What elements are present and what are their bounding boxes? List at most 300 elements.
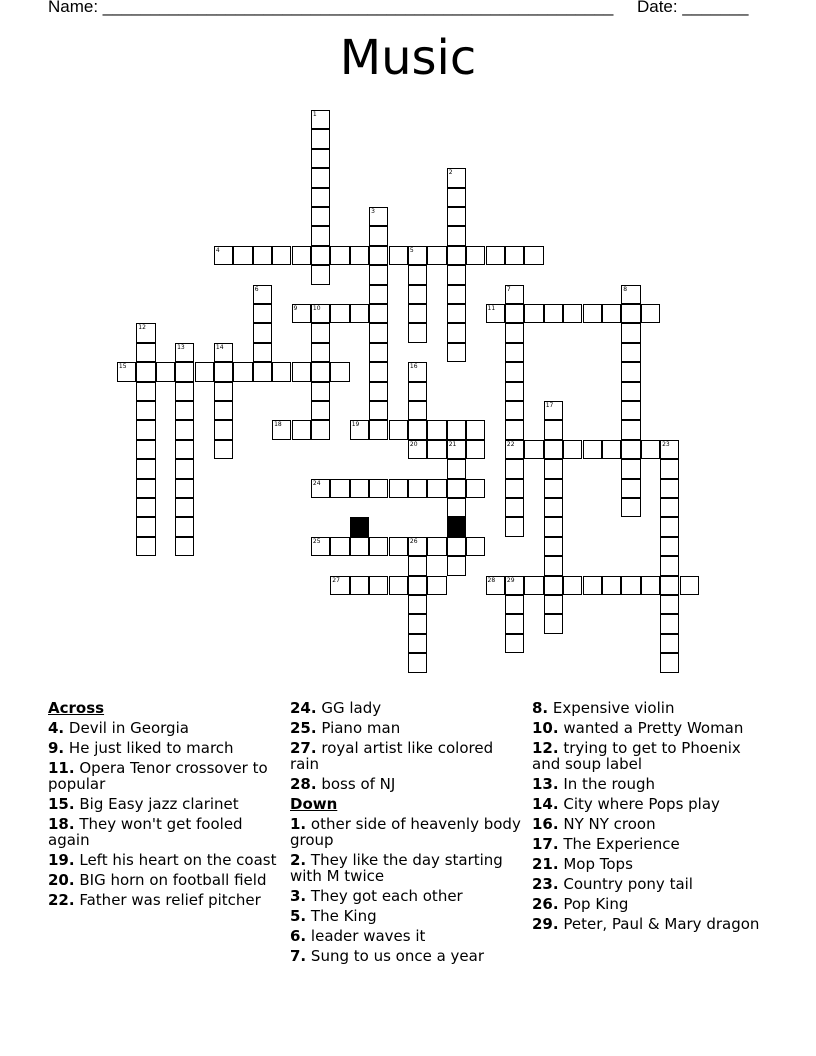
grid-cell[interactable] xyxy=(621,401,640,420)
grid-cell[interactable] xyxy=(505,479,524,498)
clue-text: royal artist like colored rain xyxy=(290,739,494,773)
grid-cell[interactable] xyxy=(505,401,524,420)
grid-cell[interactable] xyxy=(447,246,466,265)
grid-cell[interactable] xyxy=(505,285,524,304)
grid-cell[interactable] xyxy=(350,304,369,323)
clue-number: 11 xyxy=(487,305,496,312)
grid-cell[interactable] xyxy=(408,304,427,323)
grid-cell[interactable] xyxy=(136,498,155,517)
clue-number: 21. xyxy=(532,855,559,873)
grid-cell[interactable] xyxy=(544,595,563,614)
down-clue xyxy=(532,856,764,872)
grid-cell[interactable] xyxy=(175,362,194,381)
grid-cell[interactable] xyxy=(466,420,485,439)
clue-number: 10. xyxy=(532,719,559,737)
grid-cell[interactable] xyxy=(175,459,194,478)
across-clue xyxy=(290,740,522,772)
grid-cell[interactable] xyxy=(369,265,388,284)
clue-text: NY NY croon xyxy=(563,815,656,833)
clue-number: 14 xyxy=(215,343,224,351)
grid-cell[interactable] xyxy=(175,517,194,536)
grid-cell[interactable] xyxy=(389,576,408,595)
grid-cell[interactable] xyxy=(369,362,388,381)
clue-text: Mop Tops xyxy=(563,855,633,873)
grid-cell[interactable] xyxy=(408,576,427,595)
across-clue xyxy=(48,872,280,888)
grid-cell[interactable] xyxy=(544,459,563,478)
grid-cell[interactable] xyxy=(544,614,563,633)
clue-number: 20. xyxy=(48,871,75,889)
grid-cell[interactable] xyxy=(544,401,563,420)
grid-cell[interactable] xyxy=(621,382,640,401)
grid-cell[interactable] xyxy=(311,188,330,207)
grid-cell[interactable] xyxy=(311,265,330,284)
clue-text: Left his heart on the coast xyxy=(79,851,277,869)
clue-number: 7 xyxy=(506,285,511,293)
grid-cell[interactable] xyxy=(272,246,291,265)
clue-number: 5 xyxy=(409,246,414,254)
grid-cell[interactable] xyxy=(175,537,194,556)
grid-cell[interactable] xyxy=(641,440,660,459)
clue-number: 9. xyxy=(48,739,65,757)
grid-cell[interactable] xyxy=(408,440,427,459)
grid-cell[interactable] xyxy=(369,382,388,401)
grid-cell[interactable] xyxy=(272,362,291,381)
clue-number: 21 xyxy=(448,440,457,448)
grid-cell[interactable] xyxy=(408,634,427,653)
grid-cell[interactable] xyxy=(505,362,524,381)
grid-cell[interactable] xyxy=(544,479,563,498)
clue-text: Devil in Georgia xyxy=(68,719,189,737)
grid-cell[interactable] xyxy=(136,479,155,498)
grid-cell[interactable] xyxy=(311,479,330,498)
grid-cell[interactable] xyxy=(369,304,388,323)
clue-text: other side of heavenly body group xyxy=(290,815,521,849)
grid-cell[interactable] xyxy=(563,440,582,459)
grid-cell[interactable] xyxy=(175,382,194,401)
grid-cell[interactable] xyxy=(544,556,563,575)
grid-cell[interactable] xyxy=(447,285,466,304)
grid-cell[interactable] xyxy=(408,653,427,672)
grid-cell[interactable] xyxy=(330,304,349,323)
grid-cell[interactable] xyxy=(253,323,272,342)
grid-cell[interactable] xyxy=(408,614,427,633)
grid-cell[interactable] xyxy=(136,362,155,381)
grid-cell[interactable] xyxy=(175,343,194,362)
grid-cell[interactable] xyxy=(311,168,330,187)
grid-cell[interactable] xyxy=(505,323,524,342)
grid-cell[interactable] xyxy=(311,149,330,168)
across-clue xyxy=(48,816,280,848)
clue-number: 6 xyxy=(254,285,259,293)
grid-cell[interactable] xyxy=(466,440,485,459)
clue-number: 24 xyxy=(312,479,321,487)
grid-cell[interactable] xyxy=(311,246,330,265)
grid-cell[interactable] xyxy=(505,246,524,265)
clue-number: 7. xyxy=(290,947,307,965)
grid-cell[interactable] xyxy=(350,576,369,595)
grid-cell[interactable] xyxy=(136,420,155,439)
grid-cell[interactable] xyxy=(311,207,330,226)
grid-cell[interactable] xyxy=(524,246,543,265)
grid-cell[interactable] xyxy=(136,382,155,401)
grid-cell[interactable] xyxy=(680,576,699,595)
grid-cell[interactable] xyxy=(136,440,155,459)
grid-cell[interactable] xyxy=(466,246,485,265)
grid-cell[interactable] xyxy=(311,401,330,420)
grid-cell[interactable] xyxy=(136,323,155,342)
down-clue xyxy=(532,740,764,772)
grid-cell[interactable] xyxy=(292,304,311,323)
grid-cell[interactable] xyxy=(136,401,155,420)
clue-number: 19. xyxy=(48,851,75,869)
grid-cell[interactable] xyxy=(621,420,640,439)
grid-cell[interactable] xyxy=(136,459,155,478)
grid-cell[interactable] xyxy=(660,576,679,595)
across-clue xyxy=(48,740,280,756)
grid-cell[interactable] xyxy=(369,207,388,226)
grid-cell[interactable] xyxy=(175,479,194,498)
grid-cell[interactable] xyxy=(350,537,369,556)
grid-cell[interactable] xyxy=(311,362,330,381)
grid-cell[interactable] xyxy=(447,459,466,478)
grid-cell[interactable] xyxy=(389,537,408,556)
grid-cell[interactable] xyxy=(311,304,330,323)
grid-cell[interactable] xyxy=(621,576,640,595)
clue-number: 3 xyxy=(371,208,375,215)
clue-text: Father was relief pitcher xyxy=(79,891,261,909)
down-clue xyxy=(532,916,764,932)
grid-cell[interactable] xyxy=(505,614,524,633)
grid-cell[interactable] xyxy=(330,537,349,556)
grid-cell[interactable] xyxy=(408,420,427,439)
grid-cell[interactable] xyxy=(253,246,272,265)
grid-cell[interactable] xyxy=(408,479,427,498)
grid-cell[interactable] xyxy=(602,304,621,323)
clue-number: 28. xyxy=(290,775,317,793)
clue-text: Piano man xyxy=(321,719,401,737)
grid-cell[interactable] xyxy=(621,459,640,478)
grid-cell[interactable] xyxy=(427,576,446,595)
grid-cell[interactable] xyxy=(311,343,330,362)
grid-cell[interactable] xyxy=(156,362,175,381)
date-label: Date: _______ xyxy=(636,0,749,16)
grid-cell[interactable] xyxy=(253,285,272,304)
grid-cell[interactable] xyxy=(544,517,563,536)
grid-cell[interactable] xyxy=(214,420,233,439)
grid-cell[interactable] xyxy=(427,479,446,498)
clue-number: 11. xyxy=(48,759,75,777)
grid-cell[interactable] xyxy=(292,362,311,381)
grid-cell[interactable] xyxy=(408,537,427,556)
clues-column-2 xyxy=(290,700,522,968)
clue-number: 16. xyxy=(532,815,559,833)
grid-cell[interactable] xyxy=(447,479,466,498)
grid-cell[interactable] xyxy=(447,323,466,342)
clue-number: 25. xyxy=(290,719,317,737)
grid-cell[interactable] xyxy=(621,304,640,323)
grid-cell[interactable] xyxy=(311,420,330,439)
grid-cell[interactable] xyxy=(660,440,679,459)
grid-cell[interactable] xyxy=(408,323,427,342)
down-clue xyxy=(532,776,764,792)
down-clue xyxy=(532,796,764,812)
grid-cell[interactable] xyxy=(408,595,427,614)
across-clue xyxy=(290,700,522,716)
grid-cell[interactable] xyxy=(214,246,233,265)
grid-cell[interactable] xyxy=(389,420,408,439)
grid-cell[interactable] xyxy=(272,420,291,439)
grid-cell[interactable] xyxy=(408,285,427,304)
grid-cell[interactable] xyxy=(544,304,563,323)
grid-cell[interactable] xyxy=(447,556,466,575)
grid-cell[interactable] xyxy=(505,304,524,323)
grid-cell[interactable] xyxy=(505,595,524,614)
clue-number: 29. xyxy=(532,915,559,933)
clue-number: 18. xyxy=(48,815,75,833)
grid-cell[interactable] xyxy=(369,420,388,439)
grid-cell[interactable] xyxy=(253,362,272,381)
clue-number: 13. xyxy=(532,775,559,793)
grid-cell[interactable] xyxy=(486,246,505,265)
clue-number: 1. xyxy=(290,815,307,833)
clue-text: Peter, Paul & Mary dragon xyxy=(563,915,760,933)
grid-cell[interactable] xyxy=(408,556,427,575)
grid-cell[interactable] xyxy=(253,343,272,362)
clue-number: 28 xyxy=(487,576,496,584)
grid-block xyxy=(447,517,466,536)
grid-cell[interactable] xyxy=(505,382,524,401)
grid-cell[interactable] xyxy=(447,168,466,187)
grid-cell[interactable] xyxy=(369,226,388,245)
grid-cell[interactable] xyxy=(563,576,582,595)
grid-cell[interactable] xyxy=(311,537,330,556)
grid-cell[interactable] xyxy=(544,537,563,556)
grid-cell[interactable] xyxy=(621,479,640,498)
grid-cell[interactable] xyxy=(311,323,330,342)
clues-column-3 xyxy=(532,700,764,936)
grid-cell[interactable] xyxy=(505,459,524,478)
grid-cell[interactable] xyxy=(330,479,349,498)
down-heading: Down xyxy=(290,795,338,813)
grid-cell[interactable] xyxy=(486,576,505,595)
clue-number: 14. xyxy=(532,795,559,813)
grid-cell[interactable] xyxy=(621,362,640,381)
grid-cell[interactable] xyxy=(505,343,524,362)
grid-cell[interactable] xyxy=(175,420,194,439)
clue-text: He just liked to march xyxy=(68,739,234,757)
grid-cell[interactable] xyxy=(175,440,194,459)
grid-cell[interactable] xyxy=(389,246,408,265)
grid-cell[interactable] xyxy=(117,362,136,381)
grid-cell[interactable] xyxy=(233,246,252,265)
grid-cell[interactable] xyxy=(447,343,466,362)
grid-cell[interactable] xyxy=(447,304,466,323)
grid-cell[interactable] xyxy=(447,265,466,284)
grid-cell[interactable] xyxy=(505,634,524,653)
grid-cell[interactable] xyxy=(602,440,621,459)
clue-number: 9 xyxy=(293,305,298,312)
grid-cell[interactable] xyxy=(466,479,485,498)
grid-cell[interactable] xyxy=(330,362,349,381)
grid-cell[interactable] xyxy=(408,382,427,401)
grid-cell[interactable] xyxy=(253,304,272,323)
clue-number: 27 xyxy=(332,576,340,584)
grid-cell[interactable] xyxy=(447,207,466,226)
clue-text: In the rough xyxy=(563,775,655,793)
clue-number: 10 xyxy=(312,305,321,312)
grid-cell[interactable] xyxy=(408,401,427,420)
down-clue xyxy=(290,948,522,964)
grid-cell[interactable] xyxy=(505,498,524,517)
grid-cell[interactable] xyxy=(583,440,602,459)
grid-cell[interactable] xyxy=(641,304,660,323)
grid-cell[interactable] xyxy=(369,285,388,304)
grid-cell[interactable] xyxy=(563,304,582,323)
grid-cell[interactable] xyxy=(369,246,388,265)
clue-number: 23. xyxy=(532,875,559,893)
grid-cell[interactable] xyxy=(621,440,640,459)
clue-number: 5. xyxy=(290,907,307,925)
clue-number: 8. xyxy=(532,699,549,717)
grid-cell[interactable] xyxy=(427,246,446,265)
grid-cell[interactable] xyxy=(641,576,660,595)
grid-cell[interactable] xyxy=(505,576,524,595)
grid-cell[interactable] xyxy=(621,343,640,362)
grid-cell[interactable] xyxy=(214,440,233,459)
grid-cell[interactable] xyxy=(427,440,446,459)
grid-cell[interactable] xyxy=(621,323,640,342)
grid-cell[interactable] xyxy=(427,420,446,439)
grid-cell[interactable] xyxy=(447,537,466,556)
grid-cell[interactable] xyxy=(369,401,388,420)
grid-cell[interactable] xyxy=(136,537,155,556)
grid-cell[interactable] xyxy=(195,362,214,381)
clue-number: 4 xyxy=(215,246,220,254)
grid-cell[interactable] xyxy=(660,653,679,672)
grid-cell[interactable] xyxy=(408,362,427,381)
grid-cell[interactable] xyxy=(408,246,427,265)
grid-cell[interactable] xyxy=(447,440,466,459)
grid-cell[interactable] xyxy=(583,304,602,323)
grid-cell[interactable] xyxy=(214,362,233,381)
grid-cell[interactable] xyxy=(369,323,388,342)
grid-cell[interactable] xyxy=(369,576,388,595)
grid-cell[interactable] xyxy=(369,479,388,498)
grid-cell[interactable] xyxy=(660,614,679,633)
grid-cell[interactable] xyxy=(544,576,563,595)
grid-cell[interactable] xyxy=(350,420,369,439)
clue-text: Country pony tail xyxy=(563,875,693,893)
grid-cell[interactable] xyxy=(660,498,679,517)
grid-cell[interactable] xyxy=(408,265,427,284)
grid-cell[interactable] xyxy=(505,420,524,439)
clue-text: They won't get fooled again xyxy=(48,815,243,849)
clue-text: wanted a Pretty Woman xyxy=(563,719,744,737)
grid-cell[interactable] xyxy=(369,537,388,556)
clue-number: 2 xyxy=(448,169,453,177)
across-clue xyxy=(290,720,522,736)
clue-text: BIG horn on football field xyxy=(79,871,267,889)
grid-cell[interactable] xyxy=(660,459,679,478)
clue-number: 13 xyxy=(177,343,185,351)
grid-cell[interactable] xyxy=(350,479,369,498)
grid-cell[interactable] xyxy=(214,382,233,401)
grid-cell[interactable] xyxy=(524,576,543,595)
grid-cell[interactable] xyxy=(427,537,446,556)
grid-cell[interactable] xyxy=(505,517,524,536)
clue-number: 22 xyxy=(506,440,515,448)
page-title: Music xyxy=(339,30,477,86)
clue-number: 26 xyxy=(409,537,418,545)
grid-cell[interactable] xyxy=(447,420,466,439)
grid-cell[interactable] xyxy=(175,498,194,517)
grid-cell[interactable] xyxy=(660,556,679,575)
grid-cell[interactable] xyxy=(602,576,621,595)
clue-text: leader waves it xyxy=(310,927,426,945)
grid-cell[interactable] xyxy=(544,420,563,439)
grid-cell[interactable] xyxy=(621,285,640,304)
grid-cell[interactable] xyxy=(466,537,485,556)
grid-cell[interactable] xyxy=(660,517,679,536)
grid-cell[interactable] xyxy=(583,576,602,595)
grid-cell[interactable] xyxy=(447,498,466,517)
grid-cell[interactable] xyxy=(524,440,543,459)
grid-cell[interactable] xyxy=(544,498,563,517)
grid-cell[interactable] xyxy=(369,343,388,362)
grid-cell[interactable] xyxy=(447,188,466,207)
grid-cell[interactable] xyxy=(389,479,408,498)
down-clue xyxy=(290,852,522,884)
grid-cell[interactable] xyxy=(311,129,330,148)
across-clue xyxy=(48,760,280,792)
grid-cell[interactable] xyxy=(136,517,155,536)
grid-cell[interactable] xyxy=(311,382,330,401)
grid-cell[interactable] xyxy=(330,576,349,595)
grid-cell[interactable] xyxy=(214,401,233,420)
grid-cell[interactable] xyxy=(544,440,563,459)
grid-cell[interactable] xyxy=(524,304,543,323)
grid-cell[interactable] xyxy=(311,110,330,129)
grid-cell[interactable] xyxy=(311,226,330,245)
clue-number: 26. xyxy=(532,895,559,913)
clue-number: 20 xyxy=(409,440,418,448)
clue-number: 12 xyxy=(138,324,146,332)
clue-number: 2. xyxy=(290,851,307,869)
grid-cell[interactable] xyxy=(233,362,252,381)
across-clue xyxy=(48,852,280,868)
grid-cell[interactable] xyxy=(350,246,369,265)
grid-cell[interactable] xyxy=(660,634,679,653)
grid-cell[interactable] xyxy=(175,401,194,420)
grid-cell[interactable] xyxy=(447,226,466,245)
across-clue xyxy=(48,720,280,736)
grid-cell[interactable] xyxy=(505,440,524,459)
grid-cell[interactable] xyxy=(214,343,233,362)
grid-cell[interactable] xyxy=(486,304,505,323)
grid-cell[interactable] xyxy=(292,420,311,439)
clue-number: 15 xyxy=(118,363,127,371)
grid-cell[interactable] xyxy=(660,479,679,498)
grid-cell[interactable] xyxy=(330,246,349,265)
grid-cell[interactable] xyxy=(660,595,679,614)
clue-number: 4. xyxy=(48,719,65,737)
grid-cell[interactable] xyxy=(292,246,311,265)
grid-cell[interactable] xyxy=(621,498,640,517)
grid-cell[interactable] xyxy=(136,343,155,362)
clue-number: 23 xyxy=(662,440,670,448)
grid-cell[interactable] xyxy=(660,537,679,556)
